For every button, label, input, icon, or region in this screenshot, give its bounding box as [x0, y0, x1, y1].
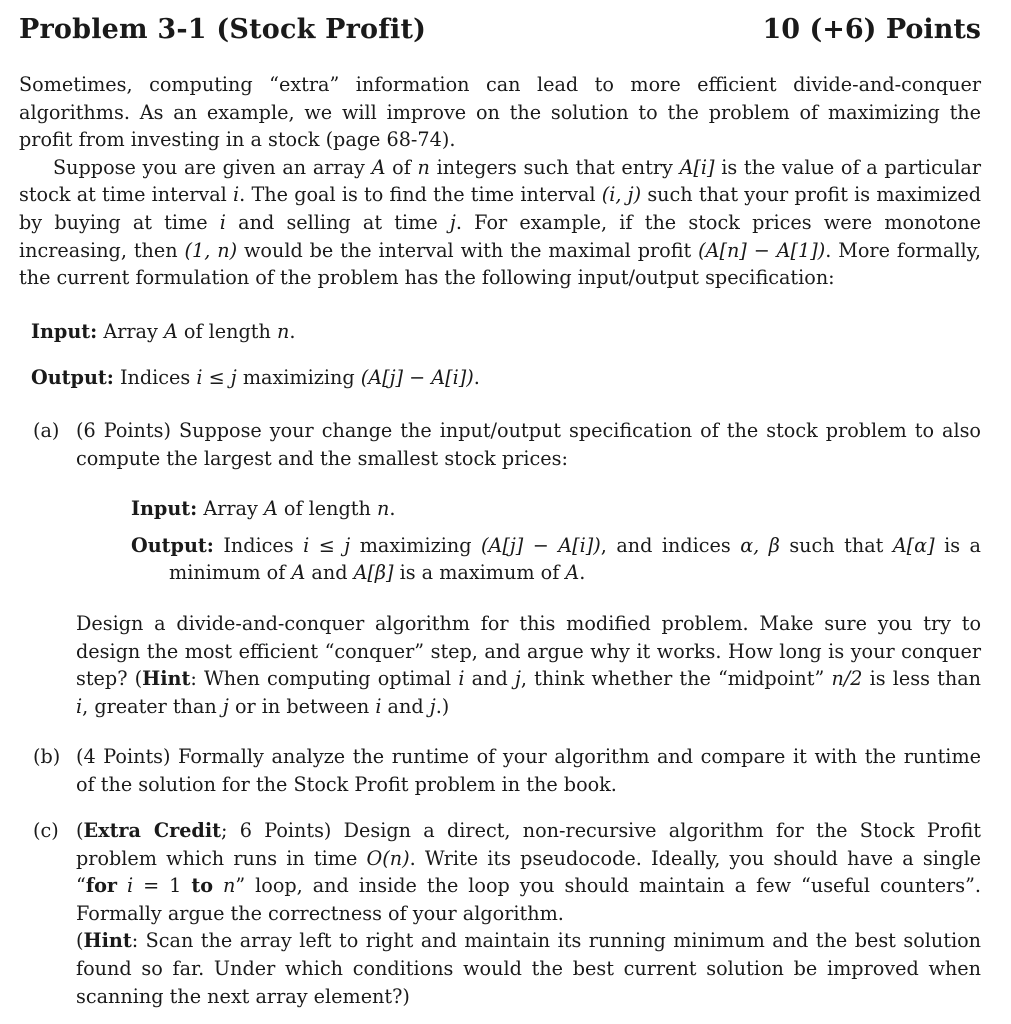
- text-run: : Scan the array left to right and maintain its running minimum and the best solution found so far. Under which conditions would the best current solution be improved when scanning the next array element?): [76, 929, 981, 1008]
- text-run: is a minimum of: [169, 533, 981, 585]
- math-A: A: [163, 320, 178, 343]
- part-a-input-spec: [131, 495, 981, 523]
- input-label: Input:: [131, 497, 198, 521]
- text-run: Array: [97, 320, 164, 343]
- text-run: integers such that entry: [429, 155, 680, 179]
- text-run: of length: [177, 320, 277, 343]
- text-run: and: [464, 667, 515, 691]
- math-i: i: [219, 210, 226, 234]
- math-A: A: [565, 561, 580, 585]
- part-c-text: [76, 817, 981, 927]
- text-run: of length: [277, 497, 377, 521]
- text-run: [117, 874, 127, 897]
- text-run: (: [76, 819, 84, 842]
- math-ileqj: i ≤ j: [303, 533, 351, 557]
- intro-section: [19, 71, 981, 292]
- math-A: A: [263, 497, 278, 521]
- text-run: Array: [197, 497, 264, 521]
- math-j: j: [222, 694, 229, 718]
- text-run: .: [473, 366, 480, 389]
- math-ileqj: i ≤ j: [196, 366, 237, 389]
- math-ij: (i, j): [601, 183, 642, 207]
- math-alphabeta: α, β: [740, 533, 780, 557]
- math-i: i: [375, 694, 382, 718]
- part-a-output-spec: [131, 532, 981, 587]
- text-run: and: [381, 694, 430, 718]
- for-keyword: for: [85, 874, 117, 898]
- text-run: . Write its pseudocode. Ideally, you should have a single “: [76, 846, 982, 898]
- math-i: i: [233, 183, 240, 207]
- output-label: Output:: [131, 533, 214, 557]
- text-run: (: [76, 929, 84, 953]
- input-label: Input:: [31, 320, 98, 343]
- math-maxexpr: (A[j] − A[i]): [360, 366, 474, 389]
- text-run: such that your profit is maximized by buying at time: [19, 183, 982, 234]
- text-run: or in between: [228, 694, 376, 718]
- text-run: , think whether the “midpoint”: [520, 667, 832, 691]
- math-Abeta: A[β]: [353, 561, 394, 585]
- hint-label: Hint: [83, 929, 132, 953]
- input-spec: [31, 318, 981, 346]
- text-run: Indices: [113, 366, 197, 389]
- part-c: [33, 817, 981, 1010]
- text-run: and: [305, 561, 354, 585]
- math-loop-n: n: [222, 874, 236, 898]
- math-On: O(n): [366, 846, 410, 870]
- part-b-label: (b): [33, 745, 61, 768]
- text-run: ” loop, and inside the loop you should maintain a few “useful counters”. Formally argue the correctness of your algorithm.: [76, 874, 981, 925]
- text-run: ; 6 Points) Design a direct, non-recursive algorithm for the Stock Profit problem which runs in time: [76, 819, 981, 870]
- text-run: is less than: [862, 667, 981, 691]
- math-n: n: [276, 320, 290, 343]
- math-n: n: [376, 497, 390, 521]
- text-run: of: [385, 155, 418, 179]
- to-keyword: to: [191, 874, 213, 898]
- intro-paragraph-2: [19, 154, 981, 292]
- text-run: : When computing optimal: [190, 667, 459, 691]
- text-run: . More formally, the current formulation of the problem has the following input/output specification:: [19, 238, 981, 290]
- text-run: . For example, if the stock prices were monotone increasing, then: [19, 210, 981, 262]
- math-i: i: [458, 667, 465, 691]
- text-run: , and indices: [600, 533, 741, 557]
- text-run: is a maximum of: [393, 561, 566, 585]
- hint-label: Hint: [142, 667, 191, 691]
- part-b-text: (4 Points) Formally analyze the runtime of your algorithm and compare it with the runtime of the solution for the Stock Profit problem in the book.: [76, 745, 981, 796]
- math-j: j: [449, 210, 456, 234]
- extra-credit-label: Extra Credit: [83, 819, 221, 842]
- part-c-label: (c): [33, 819, 59, 842]
- text-run: and selling at time: [225, 210, 450, 234]
- math-A: A: [371, 155, 386, 179]
- part-c-hint: [76, 927, 981, 1010]
- part-a-text: (6 Points) Suppose your change the input/output specification of the stock problem to also compute the largest and the smallest stock prices:: [76, 419, 981, 470]
- text-run: [213, 874, 223, 897]
- text-run: such that: [779, 533, 893, 557]
- math-loop-i: i: [126, 874, 134, 898]
- text-run: would be the interval with the maximal profit: [237, 238, 699, 262]
- text-run: .: [289, 320, 296, 343]
- text-run: .: [579, 561, 586, 585]
- output-spec: [31, 364, 981, 392]
- math-n2: n/2: [831, 667, 863, 691]
- output-label: Output:: [31, 366, 114, 389]
- part-a-label: (a): [33, 419, 60, 442]
- text-run: Suppose you are given an array: [53, 155, 372, 179]
- math-n: n: [417, 155, 430, 179]
- math-A: A: [291, 561, 306, 585]
- math-maxexpr: (A[j] − A[i]): [481, 533, 601, 557]
- math-profit: (A[n] − A[1]): [698, 238, 826, 262]
- text-run: maximizing: [236, 366, 361, 389]
- math-j: j: [429, 694, 436, 718]
- part-b: [33, 743, 981, 798]
- intro-paragraph-1: Sometimes, computing “extra” information can lead to more efficient divide-and-conquer algorithms. As an example, we will improve on the solution to the problem of maximizing the profit from investing in a stock (page 68-74).: [19, 73, 981, 152]
- text-run: Design a divide-and-conquer algorithm for this modified problem. Make sure you try to design the most efficient “conquer” step, and argue why it works. How long is your conquer step? (: [76, 611, 981, 691]
- text-run: .: [389, 497, 396, 521]
- math-one-n: (1, n): [184, 238, 238, 262]
- text-run: , greater than: [82, 694, 223, 718]
- problem-title: Problem 3-1 (Stock Profit): [19, 14, 427, 45]
- math-loop-eq: = 1: [133, 874, 192, 898]
- text-run: . The goal is to find the time interval: [239, 183, 602, 207]
- problem-header: [19, 14, 981, 45]
- math-Aalpha: A[α]: [892, 533, 935, 557]
- text-run: maximizing: [350, 533, 481, 557]
- part-a: [33, 417, 981, 720]
- math-i: i: [76, 694, 83, 718]
- text-run: Indices: [213, 533, 304, 557]
- text-run: .): [435, 694, 450, 718]
- problem-points: 10 (+6) Points: [762, 14, 981, 45]
- part-a-design-text: [76, 610, 981, 720]
- math-Ai: A[i]: [679, 155, 715, 179]
- math-j: j: [514, 667, 521, 691]
- text-run: is the value of a particular stock at time interval: [19, 155, 981, 207]
